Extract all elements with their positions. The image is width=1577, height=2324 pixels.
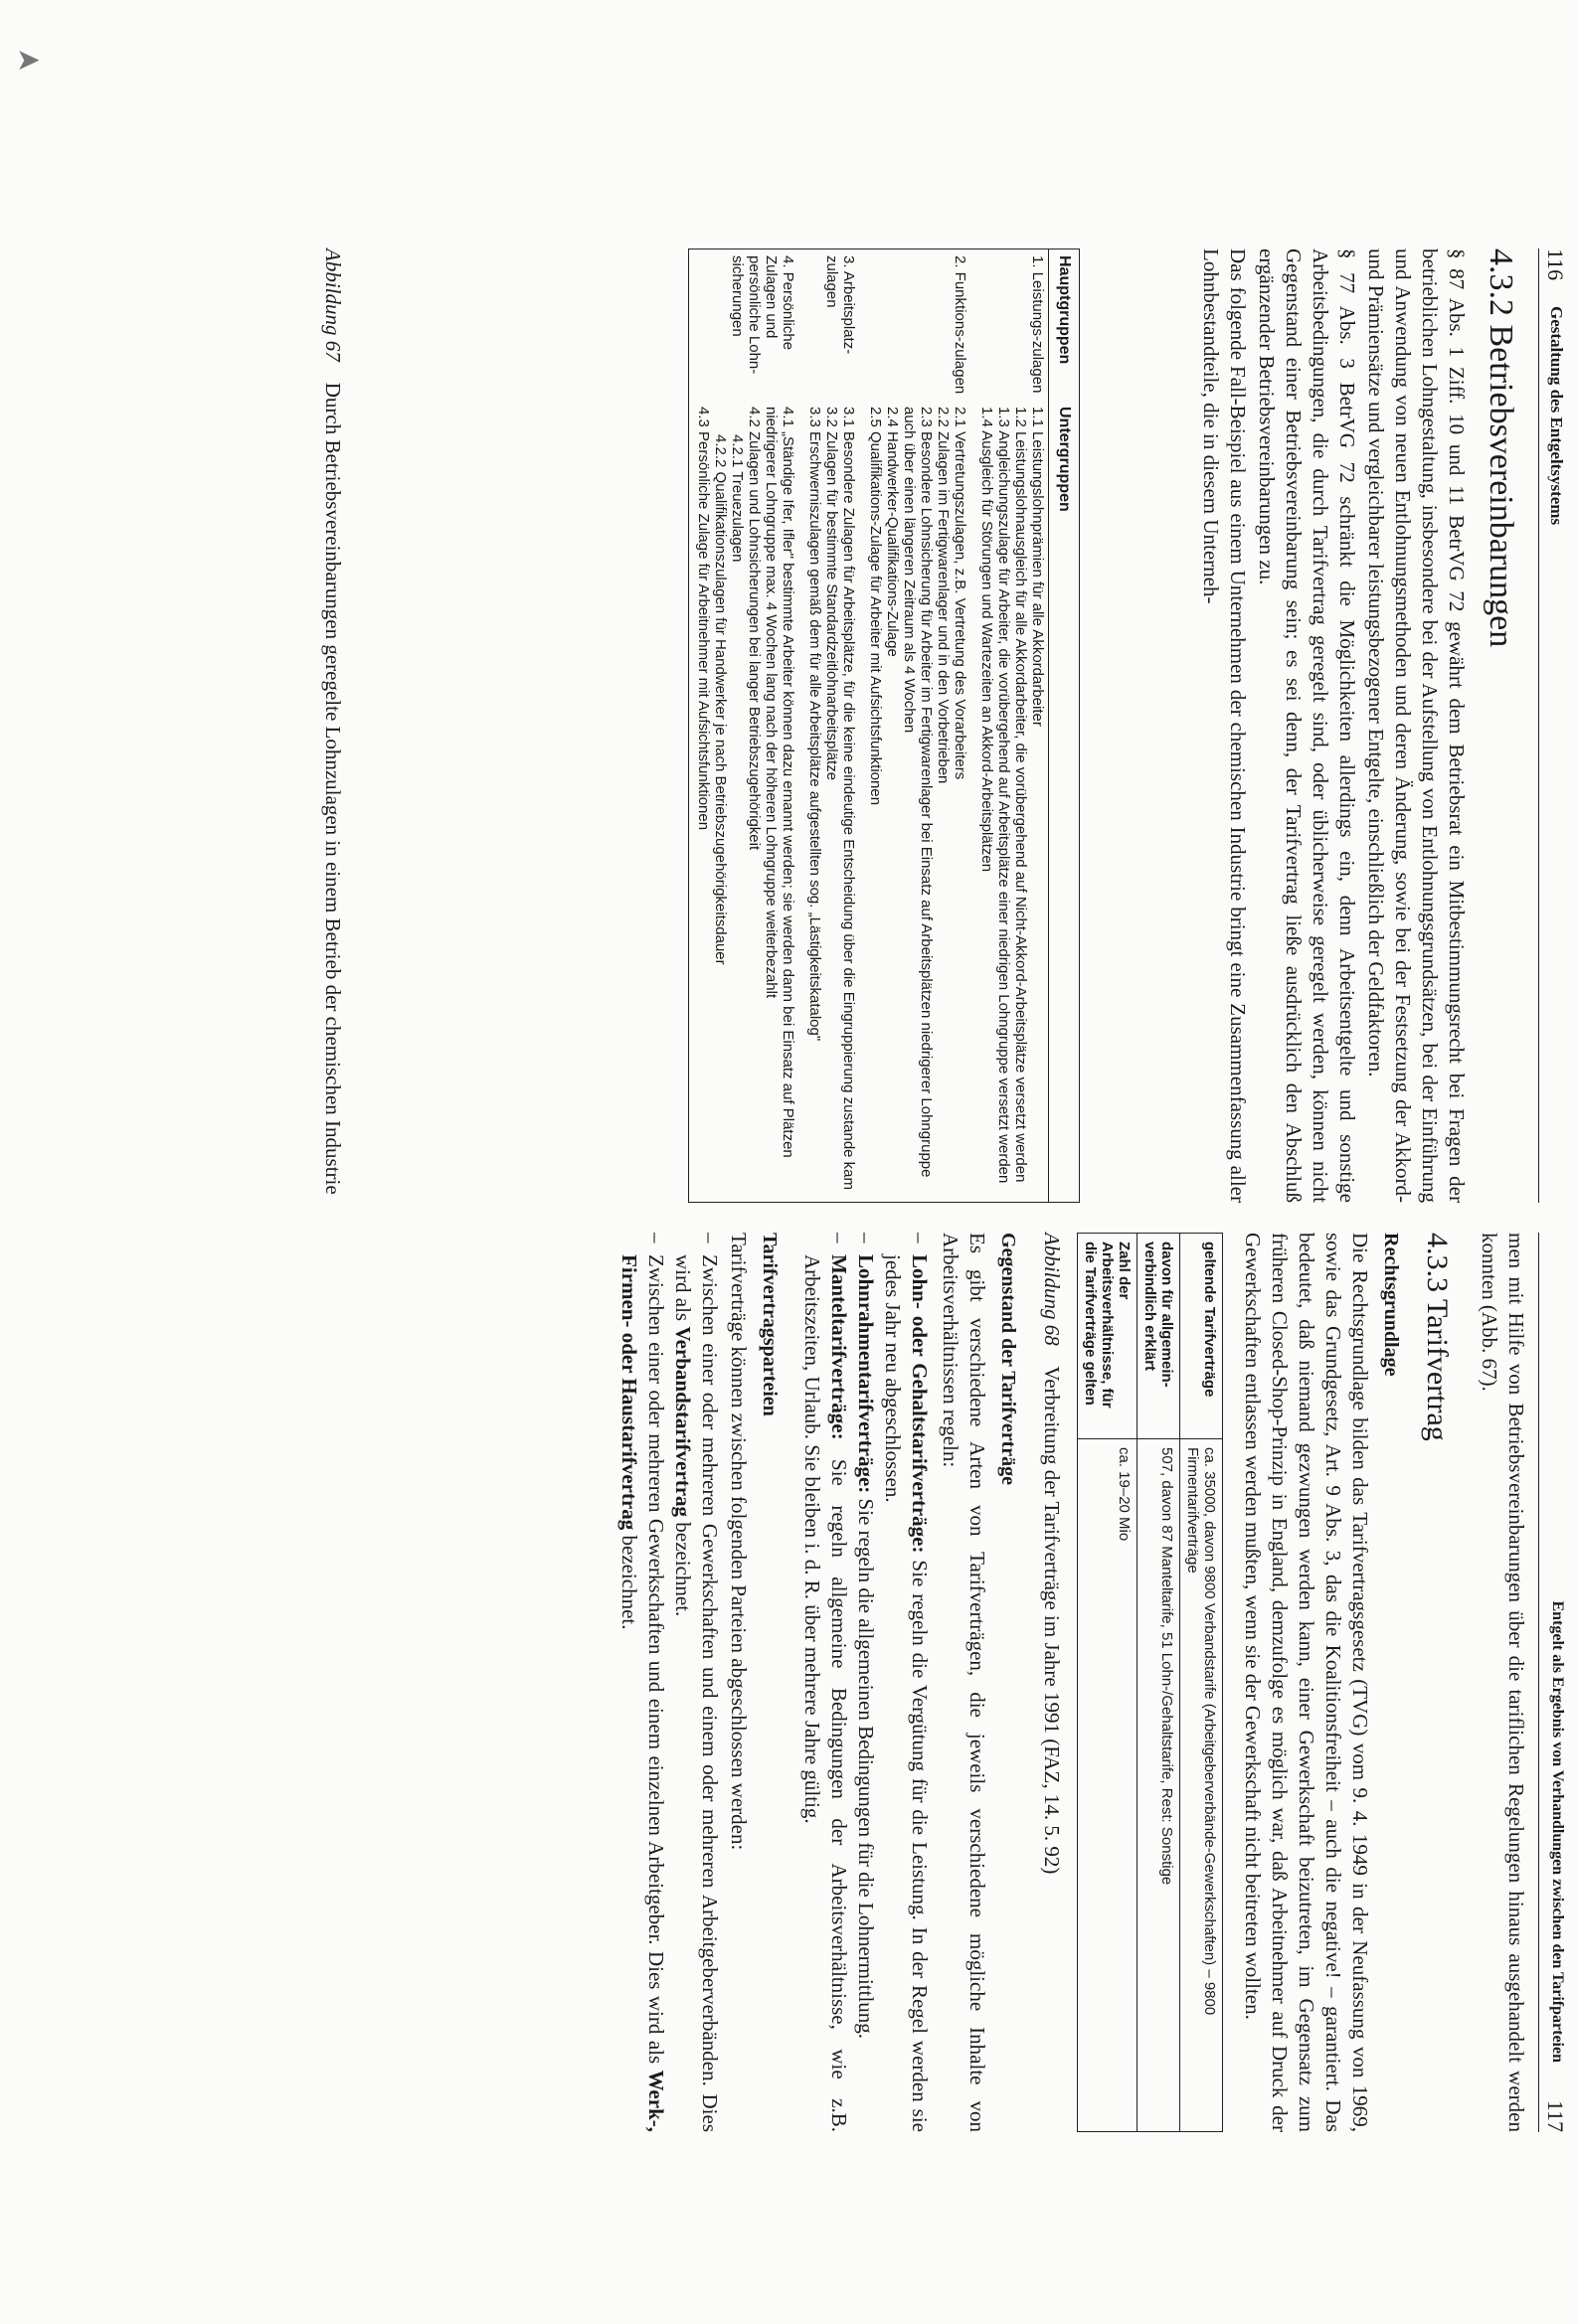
row-key: Zahl der Arbeitsverhältnisse, für die Tarifverträge gelten (1078, 1234, 1138, 1439)
sub-group: 1.1 Leistungslohnprämien für alle Akkordarbeiter (1029, 407, 1046, 727)
caption-text: Durch Betriebsvereinbarungen geregelte Lohnzulagen in einem Betrieb der chemischen Industrie (321, 382, 345, 1195)
list-text: bezeichnet. (671, 1517, 695, 1617)
sub-group: 4.2.1 Treuezulagen (729, 434, 746, 563)
list-term: Manteltarifverträge: (827, 1254, 851, 1440)
sub-group: 4.1 „Ständige Ifer, Ifler" bestimmte Arbeiter können dazu ernannt werden; sie werden dann bei Einsatz auf Plätzen niedrigerer Lohngruppe max. 4 Wochen lang nach der höheren Lohngruppe weiterbezahlt (763, 407, 796, 1158)
table-row (804, 249, 865, 1203)
main-group: 3. Arbeitsplatz-zulagen (823, 255, 857, 355)
left-running-title: Gestaltung des Entgeltsystems (1547, 306, 1566, 526)
right-page (0, 1233, 1577, 2132)
subheading-tarifvertragsparteien: Tarifvertragsparteien (759, 1233, 781, 1416)
list-term: Werk-, Firmen- oder Haustarifvertrag (617, 1254, 668, 2132)
subheading-rechtsgrundlage: Rechtsgrundlage (1380, 1233, 1402, 1377)
row-value: ca. 19–20 Mio (1078, 1439, 1138, 2132)
table-row (1138, 1234, 1180, 2132)
figure-68-table (1077, 1233, 1223, 2132)
sub-group: 3.2 Zulagen für bestimmte Standardzeitlohnarbeitsplätze (823, 407, 840, 781)
list-item (798, 1233, 852, 2132)
list-item (615, 1233, 669, 2132)
gegenstand-intro: Es gibt verschiedene Arten von Tarifverträgen, die jeweils verschiedene mögliche Inhalte von Arbeitsverhältnissen regeln: (939, 1233, 989, 2132)
sub-group: 3.3 Erschwerniszulagen gemäß dem für alle Arbeitsplätze aufgestellten sog. „Lästigkeitskatalog" (806, 407, 823, 1042)
sub-group: 2.4 Handwerker-Qualifikations-Zulage (884, 407, 901, 657)
table-row (976, 249, 1049, 1203)
sub-group: 4.2 Zulagen und Lohnsicherungen bei langer Betriebszugehörigkeit (746, 407, 763, 851)
header-hauptgruppen: Hauptgruppen (1049, 249, 1080, 402)
sub-group: 2.2 Zulagen im Fertigwarenlager und in den Vorbetrieben (935, 407, 952, 784)
figure-67-table (688, 249, 1080, 1203)
table-row (689, 249, 805, 1203)
right-page-number: 117 (1543, 2099, 1568, 2132)
row-key: geltende Tarifverträge (1180, 1234, 1223, 1439)
left-page (0, 249, 1577, 1203)
left-body-text (1197, 249, 1470, 1203)
parteien-list (615, 1233, 723, 2132)
list-text: Sie regeln die Vergütung für die Leistung. In der Regel werden sie jedes Jahr neu abgeschlossen. (881, 1254, 932, 2132)
caption-label: Abbildung 68 (1040, 1233, 1064, 1346)
sub-group: 1.4 Ausgleich für Störungen und Wartezeiten an Akkord-Arbeitsplätzen (978, 407, 995, 873)
list-item (879, 1233, 933, 2132)
main-group: 4. Persönliche Zulagen und persönliche Lohn-sicherungen (729, 255, 796, 375)
list-text: Zwischen einer oder mehreren Gewerkschaften und einem einzelnen Arbeitgeber. Dies wird als (644, 1254, 668, 2071)
row-value: 507, davon 87 Manteltarife, 51 Lohn-/Gehaltstarife, Rest: Sonstige (1138, 1439, 1180, 2132)
list-term: Lohn- oder Gehaltstarifverträge: (908, 1254, 932, 1554)
right-running-title: Entgelt als Ergebnis von Verhandlungen zwischen den Tarifparteien (1549, 1600, 1566, 2063)
figure-68-caption (1039, 1233, 1065, 2132)
list-text: bezeichnet. (617, 1530, 641, 1630)
sub-group: 4.3 Persönliche Zulage für Arbeitnehmer mit Aufsichtsfunktionen (695, 407, 712, 831)
continuation-text: men mit Hilfe von Betriebsvereinbarungen über die tariflichen Regelungen hinaus ausgehandelt werden konnten (Abb. 67). (1478, 1233, 1528, 2132)
main-group: 1. Leistungs-zulagen (1029, 255, 1046, 394)
list-text: Zwischen einer oder mehreren Gewerkschaften und einem oder mehreren Arbeitgeberverbänden. Dies wird als (671, 1254, 722, 2132)
sub-group: 4.2.2 Qualifikationszulagen für Handwerker je nach Betriebszugehörigkeitsdauer (712, 434, 729, 965)
caption-label: Abbildung 67 (321, 249, 345, 362)
caption-text: Verbreitung der Tarifverträge im Jahre 1991 (FAZ, 14. 5. 92) (1040, 1366, 1064, 1875)
list-text: Sie regeln die allgemeinen Bedingungen für die Lohnermittlung. (854, 1493, 878, 2040)
figure-67-caption (320, 249, 346, 1203)
list-term: Verbandstarifvertrag (671, 1326, 695, 1518)
main-group: 2. Funktions-zulagen (952, 255, 968, 395)
gegenstand-list (798, 1233, 933, 2132)
table-row (1180, 1234, 1223, 2132)
table-row (1078, 1234, 1138, 2132)
sub-group: 2.3 Besondere Lohnsicherung für Arbeiter im Fertigwarenlager bei Einsatz auf Arbeitsplätzen niedrigerer Lohngruppe auch über einen längeren Zeitraum als 4 Wochen (901, 407, 935, 1178)
left-running-head (1538, 249, 1568, 1203)
right-body (615, 1233, 1529, 2132)
list-text: Sie regeln allgemeine Bedingungen der Arbeitsverhältnisse, wie z.B. Arbeitszeiten, Urlaub. Sie bleiben i. d. R. über mehrere Jahre gültig. (800, 1254, 851, 2132)
sub-group: 1.3 Angleichungszulage für Arbeiter, die vorübergehend auf Arbeitsplätze einer niedrigen Lohngruppe versetzt werden (995, 407, 1012, 1184)
sub-group: 1.2 Leistungslohnausgleich für alle Akkordarbeiter, die vorübergehend auf Nicht-Akkord-Arbeitsplätze versetzt werden (1012, 407, 1029, 1183)
table-row (865, 249, 976, 1203)
list-item (852, 1233, 879, 2132)
right-running-head (1538, 1233, 1568, 2132)
sub-group: 2.5 Qualifikations-Zulage für Arbeiter mit Aufsichtsfunktionen (867, 407, 884, 806)
parteien-intro: Tarifverträge können zwischen folgenden Parteien abgeschlossen werden: (727, 1233, 751, 1851)
section-heading-betriebsvereinbarungen: 4.3.2 Betriebsvereinbarungen (1483, 249, 1519, 648)
row-key: davon für allgemein-verbindlich erklärt (1138, 1234, 1180, 1439)
left-page-number: 116 (1543, 249, 1568, 281)
list-item (669, 1233, 723, 2132)
paragraph-fallbeispiel: Das folgende Fall-Beispiel aus einem Unternehmen der chemischen Industrie bringt eine Zusammenfassung aller Lohnbestandteile, die in diesem Unterneh- (1199, 249, 1250, 1203)
list-term: Lohnrahmentarifverträge: (854, 1254, 878, 1494)
paragraph-77: § 77 Abs. 3 BetrVG 72 schränkt die Möglichkeiten allerdings ein, denn Arbeitsentgelte und sonstige Arbeitsbedingungen, die durch Tarifvertrag geregelt sind, oder üblicherweise geregelt werden, können nicht Gegenstand einer Betriebsvereinbarung sein; es sei denn, der Tarifvertrag ließe ausdrücklich den Abschluß ergänzender Betriebsvereinbarungen zu. (1255, 249, 1359, 1203)
subheading-gegenstand: Gegenstand der Tarifverträge (997, 1233, 1019, 1486)
header-untergruppen: Untergruppen (1049, 401, 1080, 1203)
paragraph-87: § 87 Abs. 1 Ziff. 10 und 11 BetrVG 72 gewährt dem Betriebsrat ein Mitbestimmungsrecht bei Fragen der betrieblichen Lohngestaltung, insbesondere bei der Aufstellung von Entlohnungsgrundsätzen, bei der Einführung und Anwendung von neuen Entlohnungsmethoden und deren Änderung, sowie bei der Festsetzung der Akkord- und Prämiensätze und vergleichbarer leistungsbezogener Entgelte, einschließlich der Geldfaktoren. (1364, 249, 1469, 1203)
rechtsgrundlage-text: Die Rechtsgrundlage bilden das Tarifvertragsgesetz (TVG) vom 9. 4. 1949 in der Neufassung von 1969, sowie das Grundgesetz, Art. 9 Abs. 3, das die Koalitionsfreiheit – auch die negative! – garantiert. Das bedeutet, daß niemand gezwungen werden kann, einer Gewerkschaft beizutreten, im Gegensatz zum früheren Closed-Shop-Prinzip in England, demzufolge es möglich war, daß Arbeitnehmer auf Druck der Gewerkschaften entlassen werden mußten, wenn sie der Gewerkschaft nicht beitreten wollten. (1241, 1233, 1372, 2132)
section-heading-tarifvertrag: 4.3.3 Tarifvertrag (1421, 1233, 1454, 1441)
sub-group: 2.1 Vertretungszulagen, z.B. Vertretung des Vorarbeiters (952, 407, 968, 780)
row-value: ca. 35000, davon 9800 Verbandstarife (Arbeitgeberverbände-Gewerkschaften) – 9800 Firmentarifverträge (1180, 1439, 1223, 2132)
sub-group: 3.1 Besondere Zulagen für Arbeitsplätze, für die keine eindeutige Entscheidung über die Eingruppierung zustande kam (840, 407, 857, 1191)
scan-arrow-mark: ➤ (15, 43, 42, 79)
